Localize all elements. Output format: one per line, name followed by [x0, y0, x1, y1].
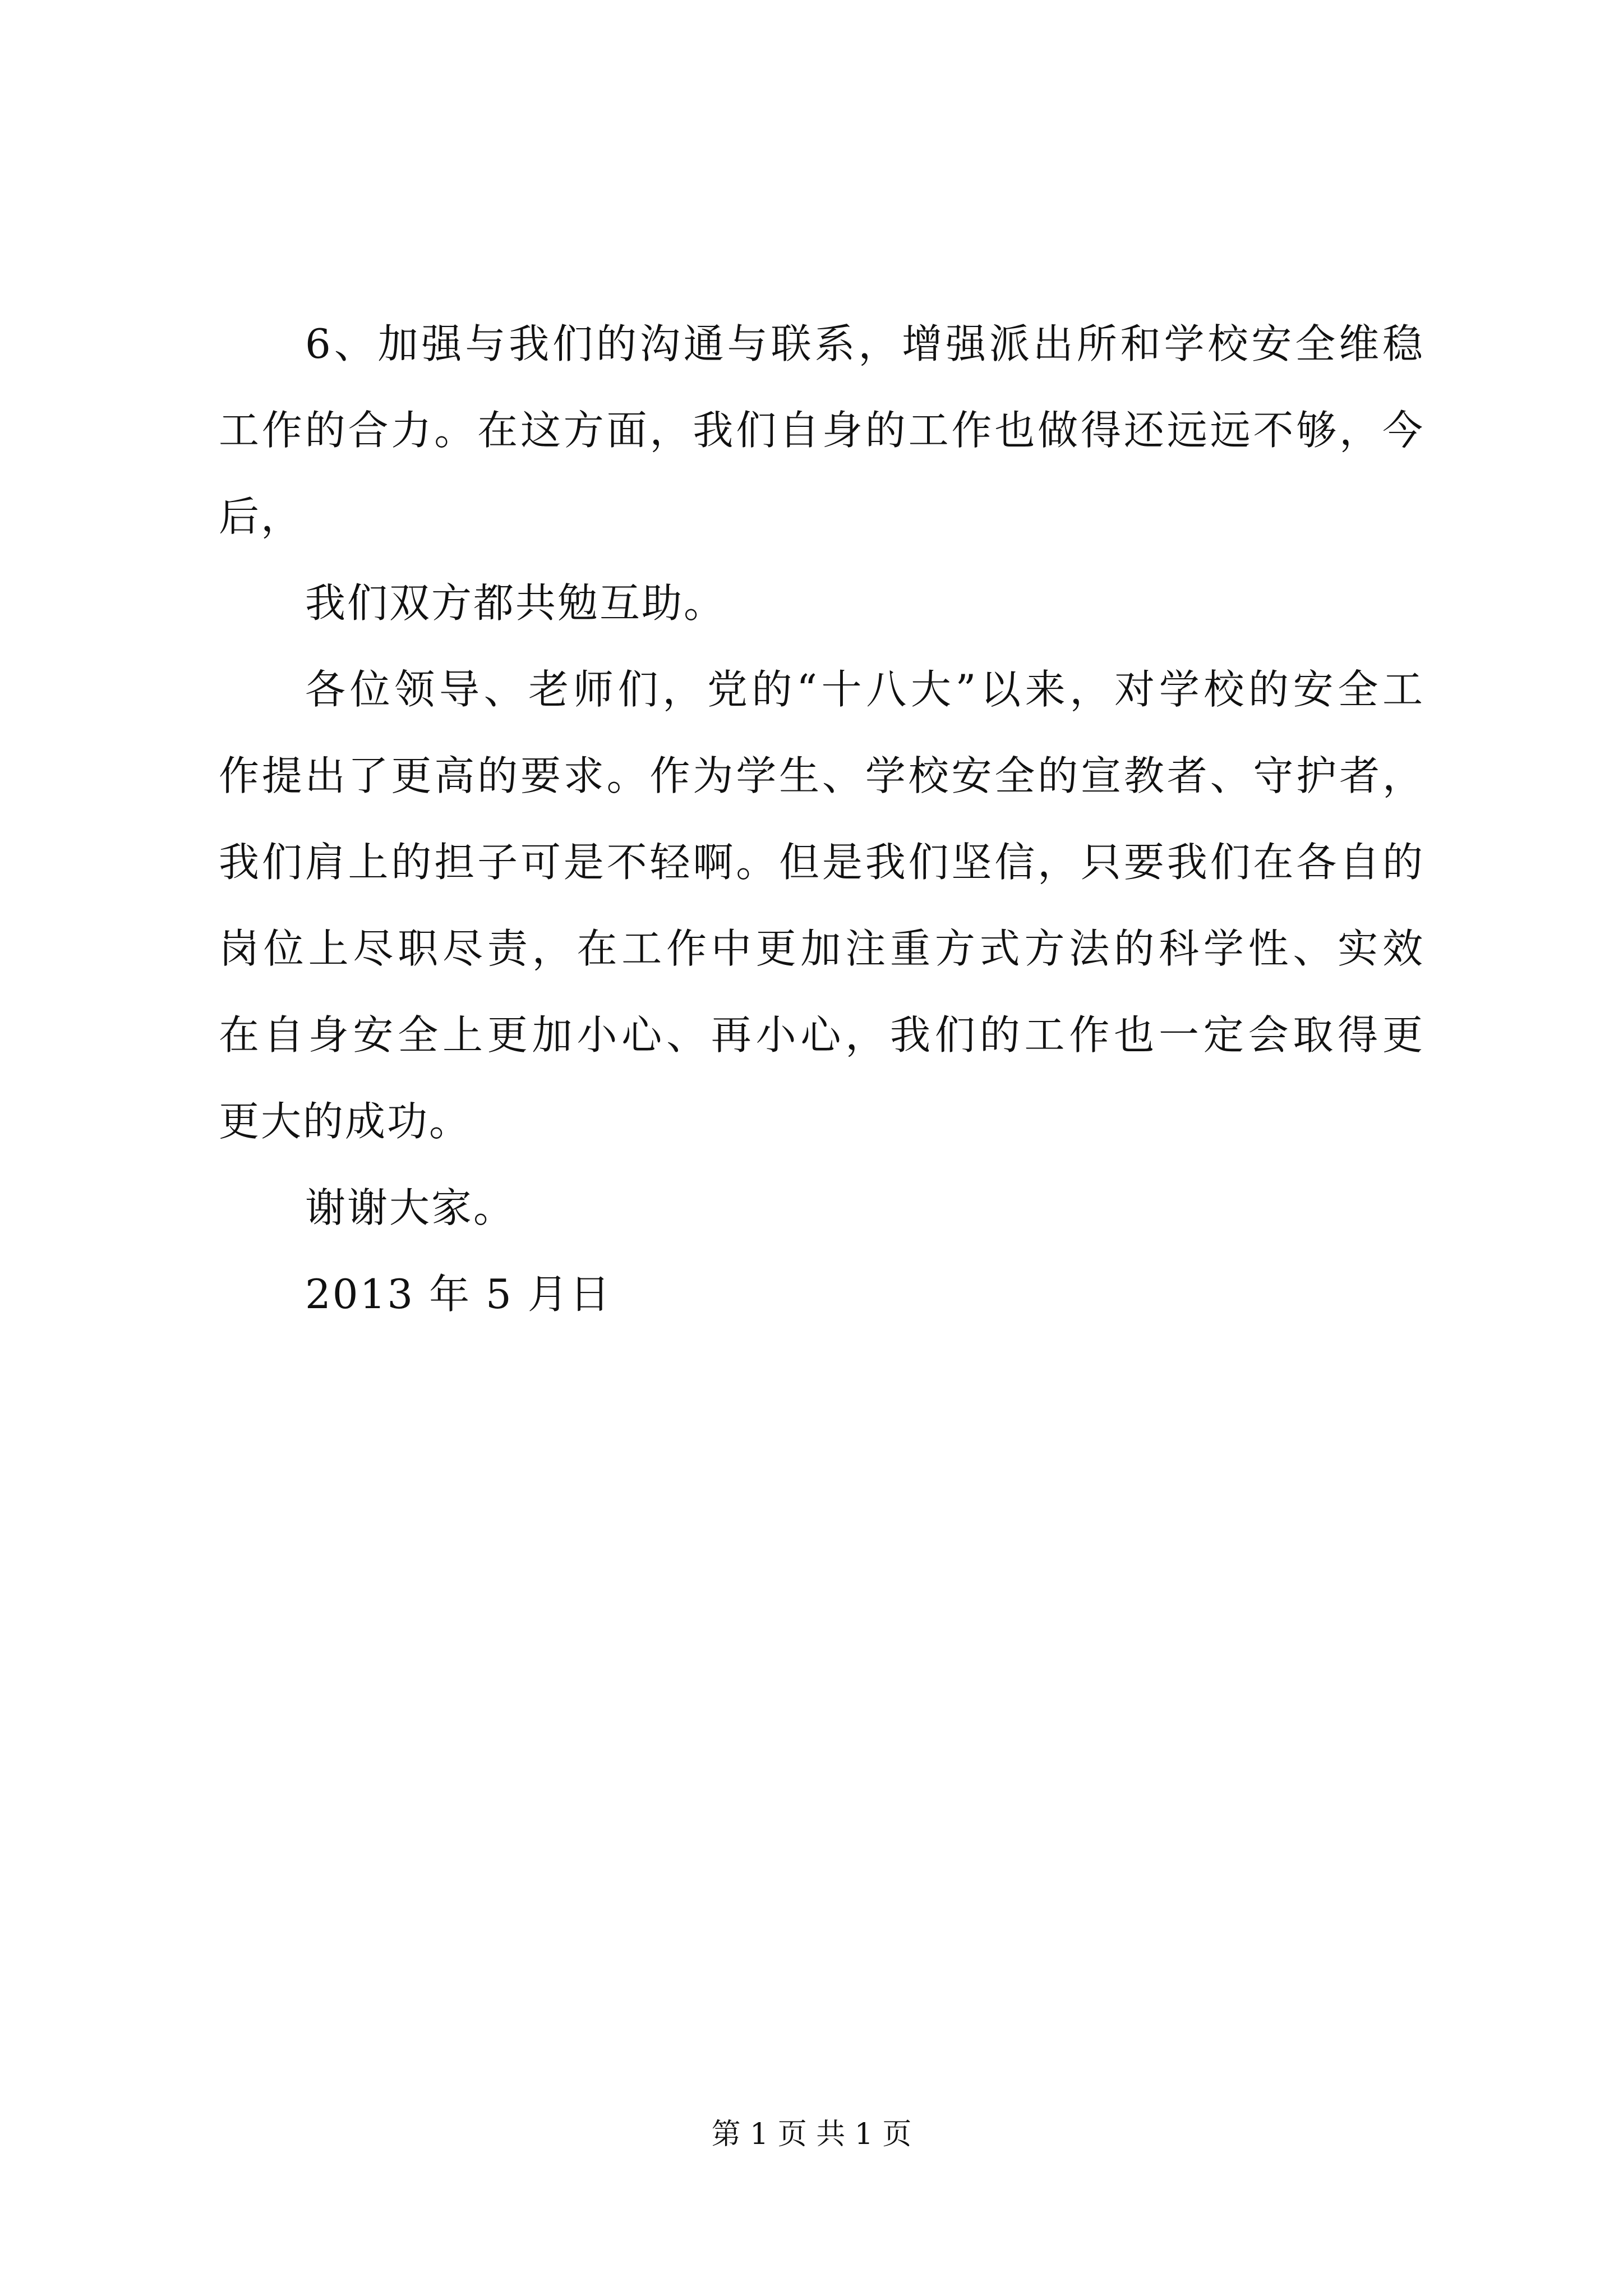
paragraph-line: 工作的合力。在这方面，我们自身的工作也做得还远远不够，今	[219, 407, 1424, 454]
paragraph-line: 我们肩上的担子可是不轻啊。但是我们坚信，只要我们在各自的	[219, 839, 1424, 886]
paragraph-line: 各位领导、老师们，党的“十八大”以来，对学校的安全工	[305, 666, 1424, 713]
page-footer: 第 1 页 共 1 页	[711, 2118, 912, 2151]
paragraph-line: 我们双方都共勉互助。	[305, 579, 726, 627]
paragraph-line: 更大的成功。	[219, 1098, 472, 1145]
date-line: 2013 年 5 月日	[305, 1271, 612, 1318]
paragraph-line: 作提出了更高的要求。作为学生、学校安全的宣教者、守护者，	[219, 752, 1424, 799]
paragraph-line: 在自身安全上更加小心、再小心，我们的工作也一定会取得更	[219, 1011, 1424, 1059]
paragraph-line: 后，	[219, 493, 303, 540]
paragraph-line: 岗位上尽职尽责，在工作中更加注重方式方法的科学性、实效	[219, 925, 1424, 972]
closing-line: 谢谢大家。	[305, 1184, 516, 1231]
paragraph-line: 6、加强与我们的沟通与联系，增强派出所和学校安全维稳	[305, 320, 1424, 367]
document-body	[219, 301, 1424, 1337]
